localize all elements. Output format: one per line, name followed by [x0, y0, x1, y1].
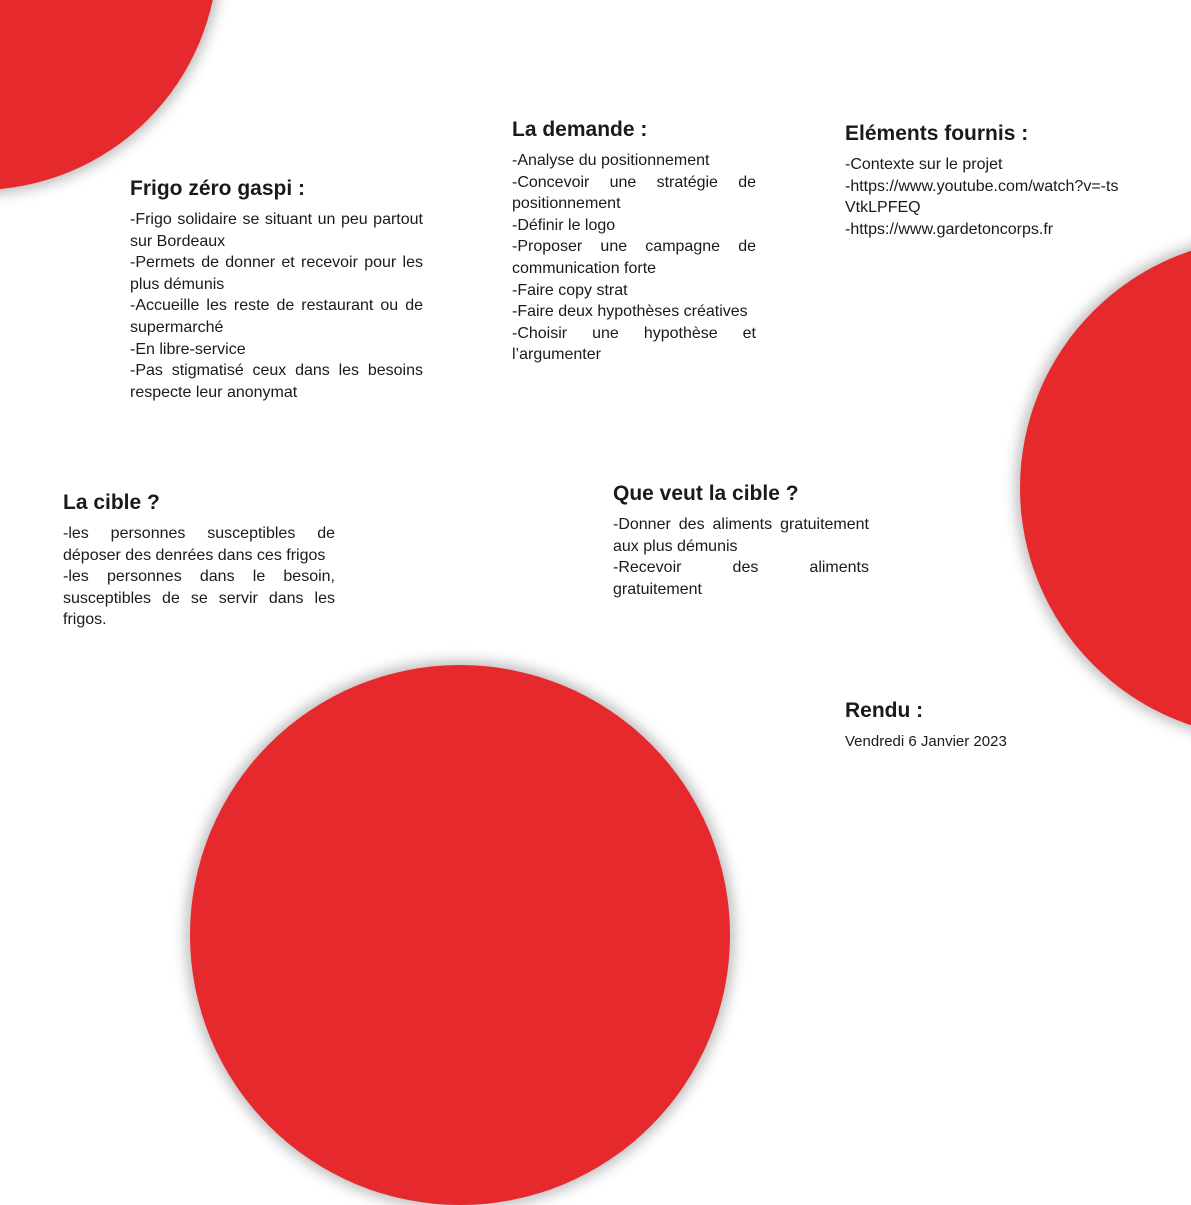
list-item: -les personnes susceptibles de déposer des denrées dans ces frigos: [63, 525, 335, 564]
list-item: -Définir le logo: [512, 216, 616, 234]
section-title: Eléments fournis :: [845, 122, 1029, 145]
list-item: -Choisir une hypothèse et l’argumenter: [512, 324, 756, 364]
website-link[interactable]: -https://www.gardetoncorps.fr: [845, 220, 1054, 238]
list-item: -Faire copy strat: [512, 281, 628, 299]
section-title: Rendu :: [845, 699, 924, 722]
decorative-circle-bottom: [190, 665, 730, 1205]
decorative-circle-right: [1020, 238, 1191, 738]
list-item: -Recevoir des aliments gratuitement: [613, 559, 869, 598]
list-item: -Pas stigmatisé ceux dans les besoins respecte leur anonymat: [130, 362, 423, 401]
list-item: -Accueille les reste de restaurant ou de supermarché: [130, 297, 423, 336]
due-date: Vendredi 6 Janvier 2023: [845, 733, 1007, 750]
list-item: -Proposer une campagne de communication forte: [512, 238, 756, 277]
decorative-circle-top-left: [0, 0, 218, 190]
list-item: -Frigo solidaire se situant un peu partout sur Bordeaux: [130, 211, 423, 250]
section-rendu: [845, 699, 1105, 753]
list-item: -En libre-service: [130, 340, 246, 358]
section-title: Que veut la cible ?: [613, 482, 799, 505]
list-item: -Faire deux hypothèses créatives: [512, 303, 748, 321]
list-item: -Contexte sur le projet: [845, 156, 1003, 173]
section-demande: [512, 118, 756, 366]
section-elements-fournis: [845, 122, 1120, 240]
list-item: -Permets de donner et recevoir pour les plus démunis: [130, 254, 423, 293]
section-cible: [63, 491, 335, 631]
section-title: La demande :: [512, 118, 648, 141]
section-que-veut-la-cible: [613, 482, 869, 600]
list-item: -Donner des aliments gratuitement aux plus démunis: [613, 516, 869, 555]
list-item: -Analyse du positionnement: [512, 152, 710, 169]
section-title: Frigo zéro gaspi :: [130, 177, 306, 200]
list-item: -Concevoir une stratégie de positionnement: [512, 173, 756, 213]
section-frigo: [130, 177, 423, 403]
youtube-link[interactable]: -https://www.youtube.com/watch?v=-tsVtkLPFEQ: [845, 177, 1119, 217]
section-title: La cible ?: [63, 491, 160, 514]
list-item: -les personnes dans le besoin, susceptibles de se servir dans les frigos.: [63, 568, 335, 629]
